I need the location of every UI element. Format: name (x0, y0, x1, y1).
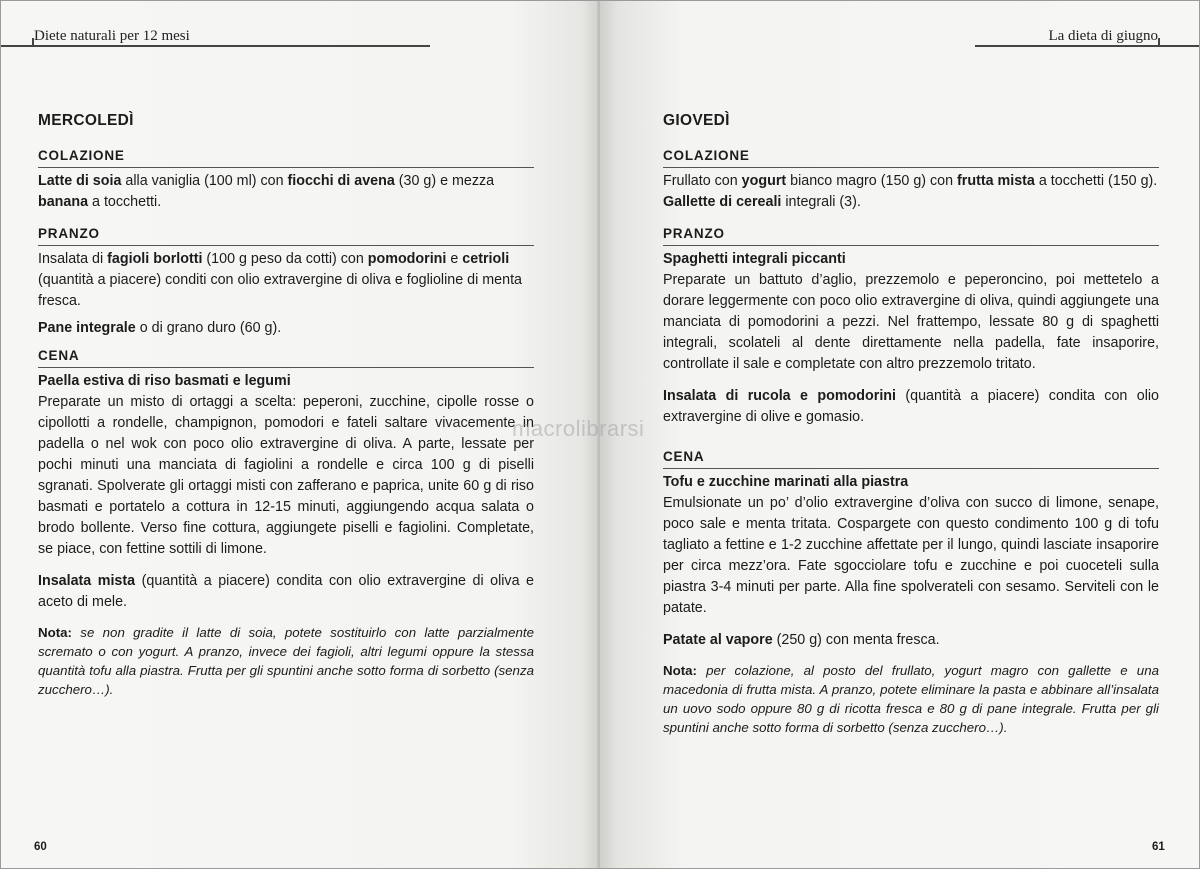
day-title: MERCOLEDÌ (38, 112, 134, 129)
meal-heading-pranzo: PRANZO (38, 223, 534, 246)
recipe-title: Tofu e zucchine marinati alla piastra (663, 474, 909, 490)
text-span: a tocchetti (150 g). (1034, 173, 1158, 189)
text-span: (250 g) con menta fresca. (772, 632, 940, 648)
food-bold: pomodorini (367, 251, 447, 267)
cena-text-2 (663, 630, 1159, 651)
pranzo-text-2 (38, 318, 534, 339)
colazione-text (38, 171, 534, 213)
running-head-right: La dieta di giugno (1048, 28, 1158, 44)
note-text: per colazione, al posto del frullato, yogurt magro con gallette e una macedonia di frutta mista. A pranzo, potete eliminare la pasta e abbinare all’insalata un uovo sodo oppure 80 g di ricotta fresca e 80 g di pane integrale. Frutta per gli spuntini anche sotto forma di sorbetto (senza zucchero…). (663, 663, 1159, 735)
watermark: macrolibrarsi (512, 416, 645, 441)
food-bold: Latte di soia (38, 173, 122, 189)
text-span: a tocchetti. (88, 194, 162, 210)
meal-heading-colazione: COLAZIONE (663, 145, 1159, 168)
food-bold: fagioli borlotti (107, 251, 203, 267)
recipe-body: Preparate un misto di ortaggi a scelta: peperoni, zucchine, cipolle rosse o cipollotti a rondelle, champignon, pomodori e fateli saltare vivacemente in padella o nel wok con poco olio extravergine di oliva. A parte, lessate per pochi minuti una manciata di fagiolini a rondelle e circa 100 g di piselli sgranati. Spolverate gli ortaggi misti con zafferano e paprica, unite 60 g di riso basmati e portatelo a cottura in 12-15 minuti, aggiungendo acqua salata o brodo bollente. Verso fine cottura, aggiungete piselli e fagiolini. Completate, se piace, con fettine sottili di limone. (38, 394, 534, 557)
food-bold: cetrioli (462, 251, 510, 267)
food-bold: Gallette di cereali (663, 194, 782, 210)
recipe-body: Emulsionate un po’ d’olio extravergine d’oliva con succo di limone, senape, poco sale e menta tritata. Cospargete con questo condimento 100 g di tofu tagliato a fettine e 1-2 zucchine affettate per il lungo, quindi lasciate insaporire per circa mezz’ora. Fate sgocciolare tofu e zucchine e poi cuoceteli sulla piastra 3-4 minuti per parte. Alla fine spolverateli con sesamo. Serviteli con le patate. (663, 495, 1159, 616)
food-bold: fiocchi di avena (287, 173, 395, 189)
text-span: o di grano duro (60 g). (135, 320, 282, 336)
text-span: (100 g peso da cotti) con (202, 251, 368, 267)
cena-text-2 (38, 571, 534, 613)
meal-heading-colazione: COLAZIONE (38, 145, 534, 168)
text-span: Insalata di (38, 251, 108, 267)
running-head-left: Diete naturali per 12 mesi (34, 28, 190, 44)
left-content (38, 110, 534, 712)
note (38, 623, 534, 699)
pranzo-text (38, 249, 534, 312)
text-span: e (446, 251, 463, 267)
text-span: (quantità a piacere) conditi con olio extravergine di oliva e foglioline di menta fresca. (38, 272, 522, 309)
right-page (600, 0, 1200, 869)
meal-heading-cena: CENA (38, 345, 534, 368)
note (663, 661, 1159, 737)
running-head-tick (1158, 38, 1160, 47)
right-content (663, 110, 1159, 750)
meal-heading-cena: CENA (663, 446, 1159, 469)
page-number-left: 60 (34, 841, 47, 853)
recipe-title: Spaghetti integrali piccanti (663, 251, 846, 267)
food-bold: yogurt (741, 173, 787, 189)
food-bold: Insalata di rucola e pomodorini (663, 388, 896, 404)
colazione-text-2 (663, 192, 1159, 213)
pranzo-text-2 (663, 386, 1159, 428)
text-span: Frullato con (663, 173, 742, 189)
text-span: (30 g) e mezza (394, 173, 495, 189)
recipe-title: Paella estiva di riso basmati e legumi (38, 373, 291, 389)
running-head-rule (975, 45, 1200, 47)
page-number-right: 61 (1152, 841, 1165, 853)
note-label: Nota: (38, 625, 72, 640)
text-span: (quantità a piacere) condita con olio extravergine di oliva e aceto di mele. (38, 573, 534, 610)
meal-heading-pranzo: PRANZO (663, 223, 1159, 246)
text-span: alla vaniglia (100 ml) con (121, 173, 288, 189)
food-bold: frutta mista (957, 173, 1035, 189)
day-title: GIOVEDÌ (663, 112, 730, 129)
note-label: Nota: (663, 663, 697, 678)
text-span: (quantità a piacere) condita con olio extravergine di olive e gomasio. (663, 388, 1160, 425)
food-bold: Pane integrale (38, 320, 136, 336)
food-bold: Patate al vapore (663, 632, 773, 648)
running-head-rule (0, 45, 430, 47)
colazione-text (663, 171, 1159, 192)
text-span: bianco magro (150 g) con (786, 173, 958, 189)
recipe-body: Preparate un battuto d’aglio, prezzemolo e peperoncino, poi mettetelo a dorare leggermente con poco olio extravergine di oliva, quindi aggiungete una manciata di pomodorini a pezzi. Nel frattempo, lessate 80 g di spaghetti integrali, scolateli al dente direttamente nella padella, fate insaporire, controllate il sale e completate con altro prezzemolo tritato. (663, 272, 1159, 372)
food-bold: banana (38, 194, 89, 210)
food-bold: Insalata mista (38, 573, 136, 589)
note-text: se non gradite il latte di soia, potete sostituirlo con latte parzialmente scremato o con yogurt. A pranzo, invece dei fagioli, altri legumi oppure la stessa quantità tofu alla piastra. Frutta per gli spuntini anche sotto forma di sorbetto (senza zucchero…). (38, 625, 534, 697)
text-span: integrali (3). (781, 194, 861, 210)
